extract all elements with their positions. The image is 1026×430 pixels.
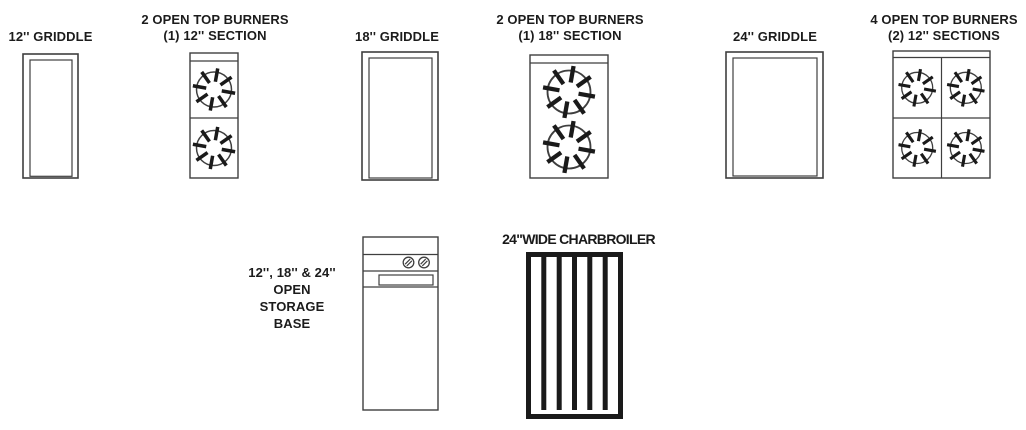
burners-12-label-line1: 2 OPEN TOP BURNERS <box>141 12 289 27</box>
burners-4-label-line2: (2) 12'' SECTIONS <box>888 28 1000 43</box>
griddle-24-body <box>726 52 823 178</box>
burners-4-label-line1: 4 OPEN TOP BURNERS <box>870 12 1018 27</box>
burners-18-drawing <box>530 55 608 178</box>
grate-bar <box>603 255 608 410</box>
burners-18-body <box>530 55 608 178</box>
burners-18-label-line1: 2 OPEN TOP BURNERS <box>496 12 644 27</box>
burner-icon <box>193 127 236 170</box>
griddle-24-plate <box>733 58 817 176</box>
charbroiler-grate <box>541 255 607 410</box>
burner-icon <box>543 121 596 174</box>
grate-bar <box>541 255 546 410</box>
storage-base-label-line3: STORAGE <box>259 299 325 314</box>
burner-icon <box>898 69 936 107</box>
knob-icon <box>403 257 414 268</box>
burners-12-label-line2: (1) 12'' SECTION <box>163 28 267 43</box>
storage-base-drawing <box>363 237 438 410</box>
storage-base-label-line1: 12'', 18'' & 24'' <box>248 265 336 280</box>
burners-18-label-line2: (1) 18'' SECTION <box>518 28 622 43</box>
burner-icon <box>898 129 936 167</box>
charbroiler-label: 24"WIDE CHARBROILER <box>502 231 655 247</box>
burners-12-drawing <box>190 53 238 178</box>
griddle-18-drawing <box>362 52 438 180</box>
griddle-18-plate <box>369 58 432 178</box>
storage-base-body <box>363 237 438 410</box>
griddle-12-label: 12'' GRIDDLE <box>8 29 93 44</box>
burner-icon <box>947 129 985 167</box>
burner-icon <box>193 68 236 111</box>
burners-4-drawing <box>893 51 990 178</box>
burner-icon <box>947 69 985 107</box>
storage-base-label-line2: OPEN <box>273 282 311 297</box>
griddle-12-drawing <box>23 54 78 178</box>
charbroiler-drawing <box>529 255 621 417</box>
griddle-12-plate <box>30 60 72 176</box>
grate-bar <box>557 255 562 410</box>
grate-bar <box>587 255 592 410</box>
griddle-24-drawing <box>726 52 823 178</box>
burner-icon <box>543 66 596 119</box>
griddle-18-body <box>362 52 438 180</box>
storage-base-label-line4: BASE <box>273 316 311 331</box>
griddle-24-label: 24'' GRIDDLE <box>733 29 817 44</box>
knob-icon <box>419 257 430 268</box>
drawer-handle <box>379 275 433 285</box>
griddle-18-label: 18'' GRIDDLE <box>355 29 439 44</box>
griddle-12-body <box>23 54 78 178</box>
grate-bar <box>572 255 577 410</box>
